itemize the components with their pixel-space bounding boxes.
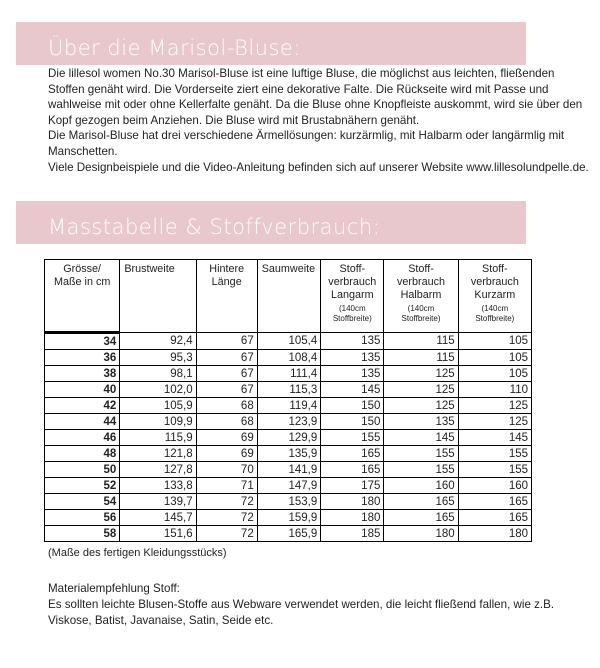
table-cell: 95,3 xyxy=(120,350,196,366)
section-title-about: Über die Marisol-Bluse: xyxy=(48,36,301,60)
table-cell: 135,9 xyxy=(257,446,321,462)
table-body xyxy=(45,333,532,542)
table-row xyxy=(45,382,532,398)
fabric-width-note: (140cm Stoffbreite) xyxy=(332,304,372,323)
table-cell: 153,9 xyxy=(257,494,321,510)
table-cell: 155 xyxy=(384,446,458,462)
table-cell: 111,4 xyxy=(257,366,321,382)
table-cell: 145 xyxy=(384,430,458,446)
table-cell: 165 xyxy=(458,494,531,510)
section-banner-about xyxy=(16,22,526,65)
table-cell: 165 xyxy=(321,446,384,462)
table-cell: 115 xyxy=(384,350,458,366)
table-cell: 145 xyxy=(458,430,531,446)
table-cell: 67 xyxy=(196,366,257,382)
table-cell: 71 xyxy=(196,478,257,494)
table-cell: 139,7 xyxy=(120,494,196,510)
table-cell: 145 xyxy=(321,382,384,398)
table-cell: 105,4 xyxy=(257,333,321,350)
header-back-length: Hintere Länge xyxy=(196,260,257,333)
table-cell: 185 xyxy=(321,526,384,542)
header-fabric-half: Stoff- verbrauch Halbarm (140cm Stoffbreite) xyxy=(384,260,458,333)
table-cell: 108,4 xyxy=(257,350,321,366)
table-cell: 125 xyxy=(384,382,458,398)
table-cell: 102,0 xyxy=(120,382,196,398)
table-row xyxy=(45,462,532,478)
table-cell: 151,6 xyxy=(120,526,196,542)
size-cell: 54 xyxy=(45,494,120,510)
table-cell: 150 xyxy=(321,414,384,430)
table-cell: 123,9 xyxy=(257,414,321,430)
table-cell: 159,9 xyxy=(257,510,321,526)
table-cell: 115 xyxy=(384,333,458,350)
table-cell: 180 xyxy=(321,494,384,510)
table-cell: 135 xyxy=(321,333,384,350)
table-cell: 127,8 xyxy=(120,462,196,478)
table-cell: 180 xyxy=(458,526,531,542)
table-cell: 135 xyxy=(384,414,458,430)
table-cell: 68 xyxy=(196,398,257,414)
table-cell: 119,4 xyxy=(257,398,321,414)
table-row xyxy=(45,430,532,446)
table-cell: 147,9 xyxy=(257,478,321,494)
header-fabric-long: Stoff- verbrauch Langarm (140cm Stoffbreite) xyxy=(321,260,384,333)
table-cell: 129,9 xyxy=(257,430,321,446)
table-row xyxy=(45,366,532,382)
table-cell: 155 xyxy=(458,462,531,478)
table-cell: 115,9 xyxy=(120,430,196,446)
table-cell: 175 xyxy=(321,478,384,494)
table-cell: 67 xyxy=(196,333,257,350)
header-size: Grösse/ Maße in cm xyxy=(45,260,120,333)
table-cell: 125 xyxy=(384,398,458,414)
table-cell: 98,1 xyxy=(120,366,196,382)
table-cell: 92,4 xyxy=(120,333,196,350)
table-cell: 141,9 xyxy=(257,462,321,478)
section-title-size-table: Masstabelle & Stoffverbrauch: xyxy=(48,215,381,239)
table-cell: 160 xyxy=(458,478,531,494)
size-cell: 44 xyxy=(45,414,120,430)
material-text: Es sollten leichte Blusen-Stoffe aus Webware verwendet werden, die leicht fließend fallen, wie z.B. Viskose, Batist, Javanaise, Satin, Seide etc. xyxy=(48,598,555,627)
intro-text xyxy=(48,66,593,175)
size-cell: 50 xyxy=(45,462,120,478)
table-cell: 125 xyxy=(458,398,531,414)
intro-paragraph: Viele Designbeispiele und die Video-Anleitung befinden sich auf unserer Website www.lillesolundpelle.de. xyxy=(48,160,589,174)
table-cell: 125 xyxy=(458,414,531,430)
size-cell: 42 xyxy=(45,398,120,414)
table-cell: 155 xyxy=(321,430,384,446)
table-note: (Maße des fertigen Kleidungsstücks) xyxy=(48,547,227,559)
table-cell: 109,9 xyxy=(120,414,196,430)
table-cell: 72 xyxy=(196,494,257,510)
size-cell: 40 xyxy=(45,382,120,398)
table-cell: 121,8 xyxy=(120,446,196,462)
size-table xyxy=(44,259,532,542)
table-cell: 165,9 xyxy=(257,526,321,542)
table-row xyxy=(45,333,532,350)
table-cell: 110 xyxy=(458,382,531,398)
intro-paragraph: Die lillesol women No.30 Marisol-Bluse ist eine luftige Bluse, die möglichst aus leichten, fließenden Stoffen genäht wird. Die Vorderseite ziert eine dekorative Falte. Die Rückseite wird mit Passe und wahlweise mit oder ohne Kellerfalte genäht. Da die Bluse ohne Knopfleiste auskommt, wird sie über den Kopf gezogen beim Anziehen. Die Bluse wird mit Brustabnähern genäht. xyxy=(48,67,583,127)
table-cell: 68 xyxy=(196,414,257,430)
table-cell: 165 xyxy=(321,462,384,478)
table-cell: 135 xyxy=(321,350,384,366)
table-cell: 69 xyxy=(196,446,257,462)
table-cell: 165 xyxy=(458,510,531,526)
table-cell: 165 xyxy=(384,510,458,526)
table-header-row xyxy=(45,260,532,333)
intro-paragraph: Die Marisol-Bluse hat drei verschiedene Ärmellösungen: kurzärmlig, mit Halbarm oder langärmlig mit Manschetten. xyxy=(48,129,565,158)
section-banner-size-table xyxy=(16,201,526,244)
table-cell: 105,9 xyxy=(120,398,196,414)
fabric-width-note: (140cm Stoffbreite) xyxy=(475,304,515,323)
table-cell: 67 xyxy=(196,382,257,398)
table-cell: 115,3 xyxy=(257,382,321,398)
table-cell: 133,8 xyxy=(120,478,196,494)
header-fabric-short: Stoff- verbrauch Kurzarm (140cm Stoffbreite) xyxy=(458,260,531,333)
size-cell: 58 xyxy=(45,526,120,542)
table-cell: 105 xyxy=(458,333,531,350)
table-row xyxy=(45,350,532,366)
table-cell: 105 xyxy=(458,366,531,382)
table-cell: 155 xyxy=(384,462,458,478)
table-row xyxy=(45,398,532,414)
table-cell: 69 xyxy=(196,430,257,446)
table-row xyxy=(45,510,532,526)
table-row xyxy=(45,494,532,510)
size-cell: 46 xyxy=(45,430,120,446)
table-row xyxy=(45,414,532,430)
table-cell: 72 xyxy=(196,526,257,542)
table-row xyxy=(45,446,532,462)
table-cell: 155 xyxy=(458,446,531,462)
size-cell: 34 xyxy=(45,333,120,350)
size-cell: 56 xyxy=(45,510,120,526)
table-row xyxy=(45,526,532,542)
table-row xyxy=(45,478,532,494)
fabric-width-note: (140cm Stoffbreite) xyxy=(401,304,441,323)
material-title: Materialempfehlung Stoff: xyxy=(48,582,180,595)
table-cell: 72 xyxy=(196,510,257,526)
table-cell: 180 xyxy=(321,510,384,526)
header-hem: Saumweite xyxy=(257,260,321,333)
table-cell: 135 xyxy=(321,366,384,382)
table-cell: 70 xyxy=(196,462,257,478)
table-cell: 150 xyxy=(321,398,384,414)
table-cell: 160 xyxy=(384,478,458,494)
table-cell: 145,7 xyxy=(120,510,196,526)
table-cell: 67 xyxy=(196,350,257,366)
header-bust: Brustweite xyxy=(120,260,196,333)
size-cell: 38 xyxy=(45,366,120,382)
size-cell: 52 xyxy=(45,478,120,494)
table-cell: 165 xyxy=(384,494,458,510)
size-cell: 48 xyxy=(45,446,120,462)
size-cell: 36 xyxy=(45,350,120,366)
table-cell: 125 xyxy=(384,366,458,382)
table-cell: 180 xyxy=(384,526,458,542)
table-cell: 105 xyxy=(458,350,531,366)
